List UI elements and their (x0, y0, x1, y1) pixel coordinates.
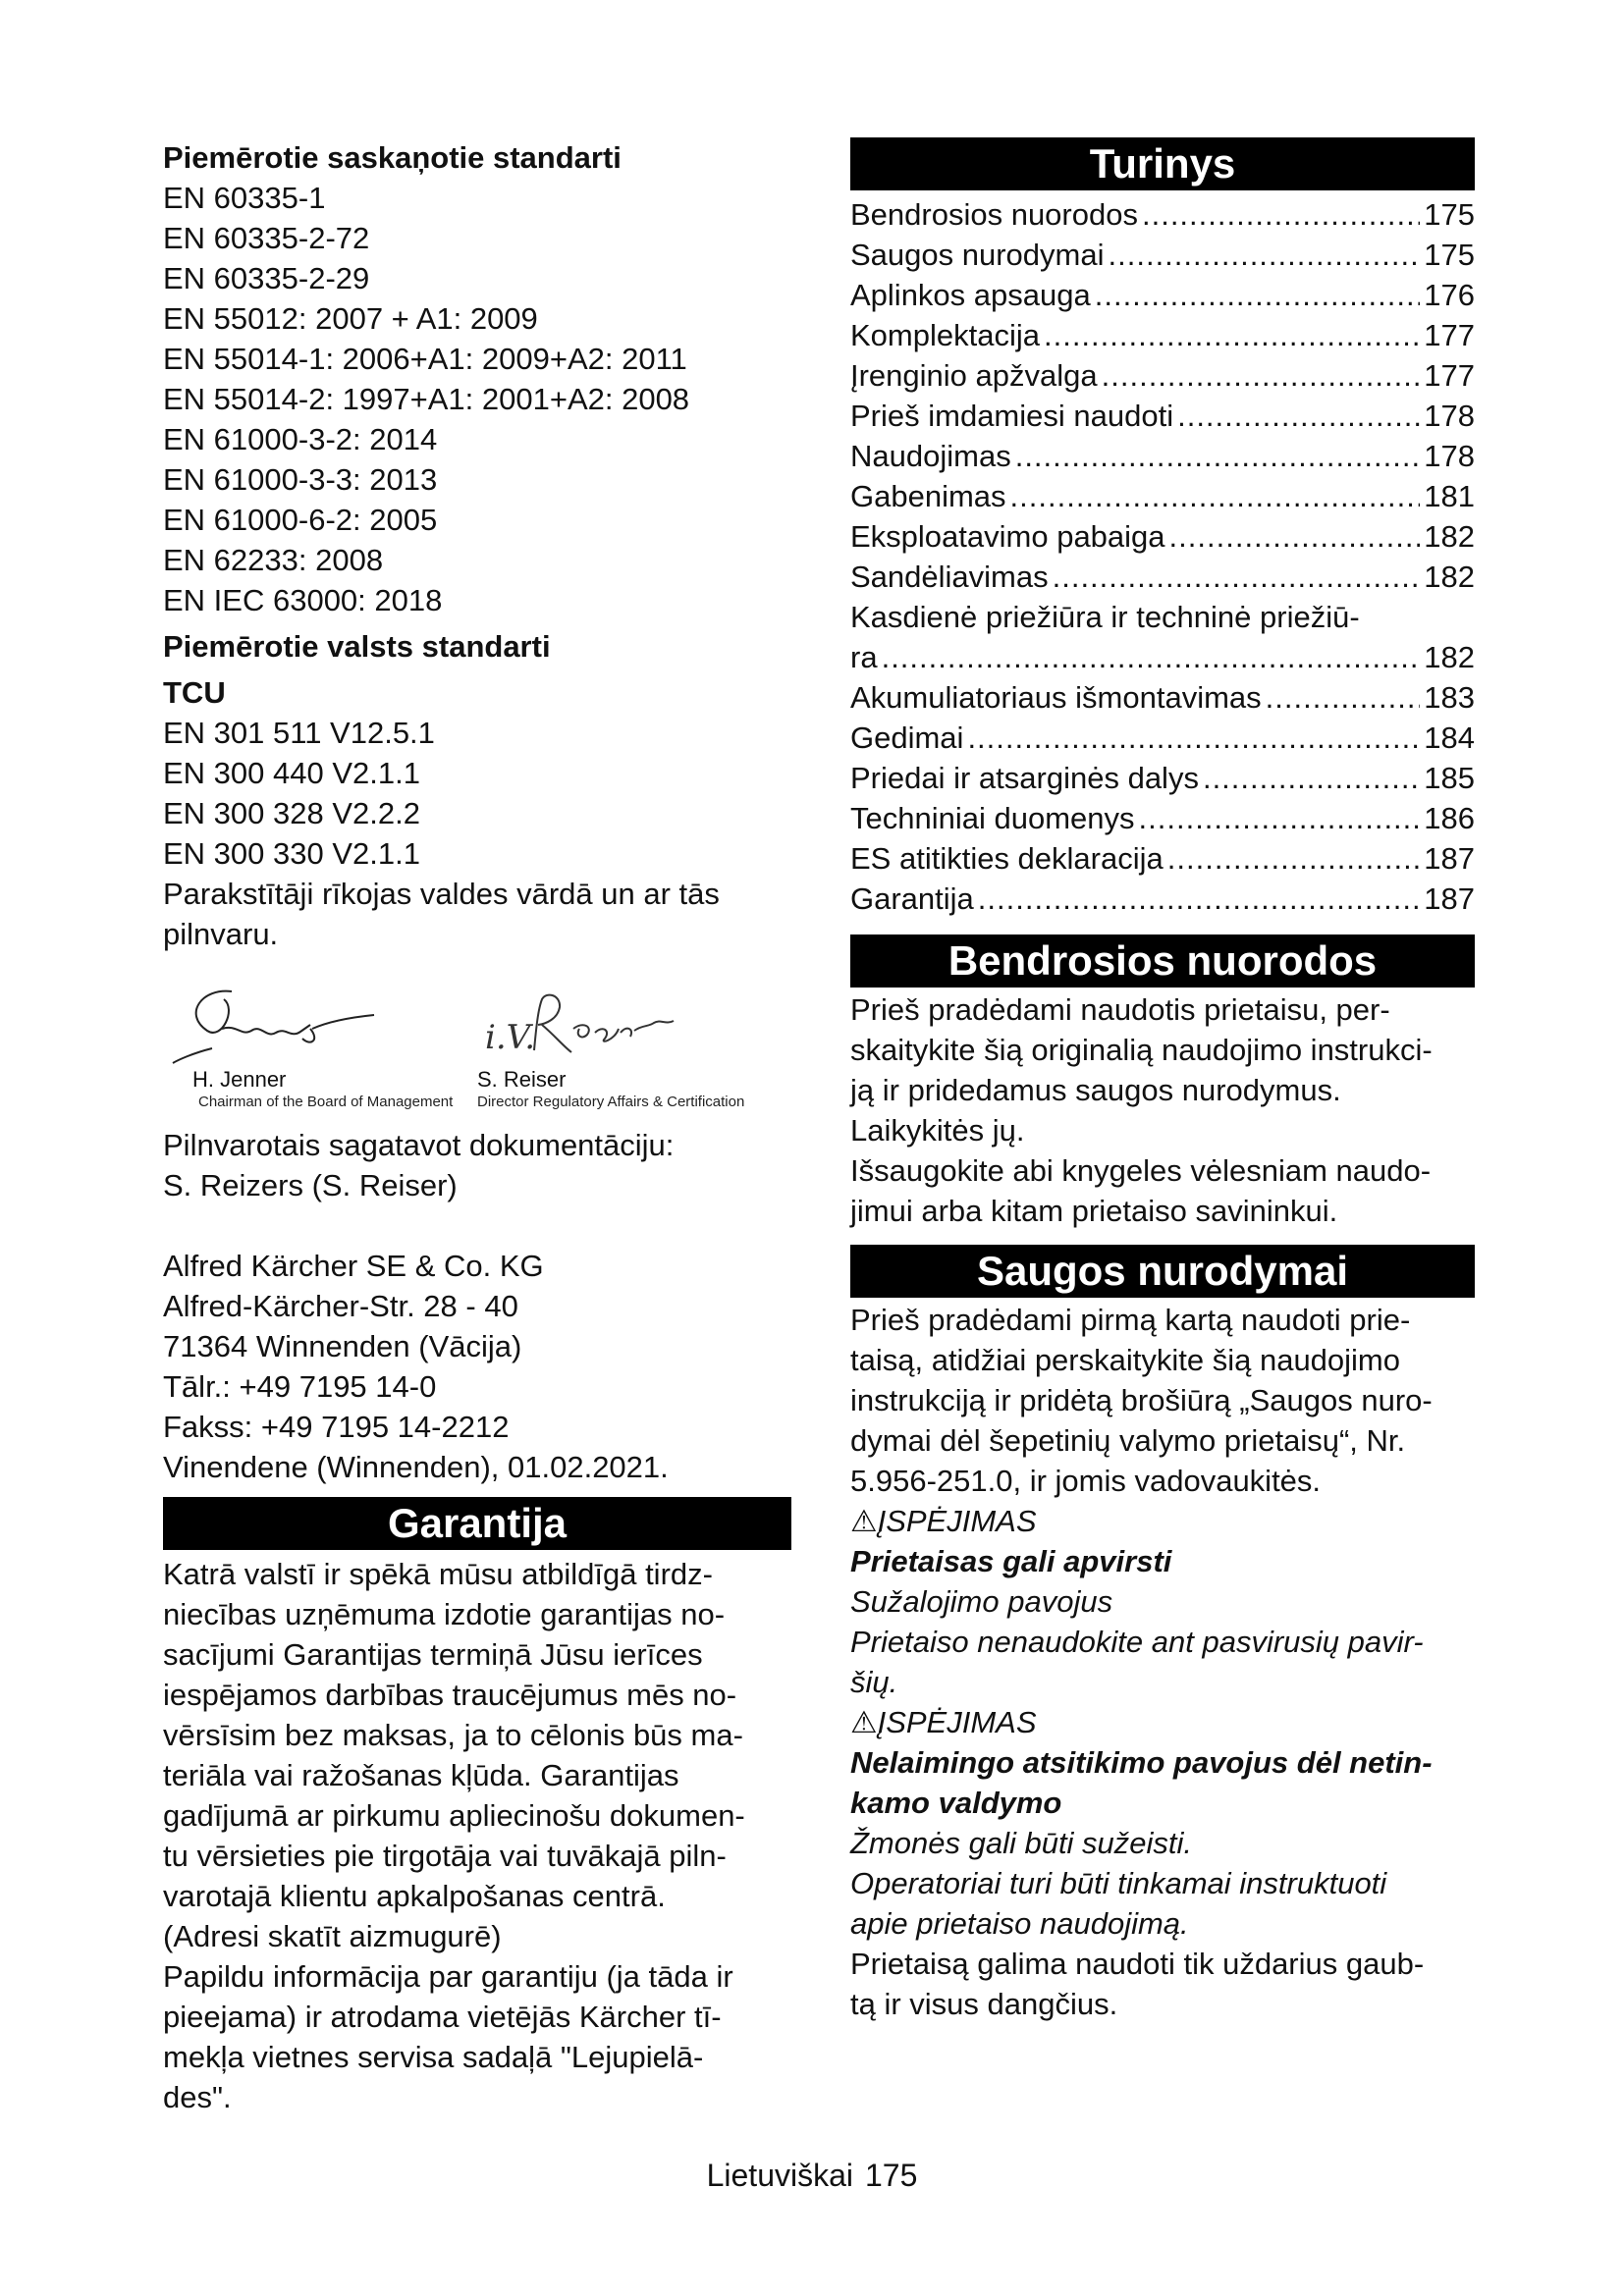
garantija-line: pieejama) ir atrodama vietējās Kärcher tī- (163, 2000, 722, 2034)
bendrosios-line: Prieš pradėdami naudotis prietaisu, per- (850, 992, 1390, 1027)
standard-item: EN 61000-3-2: 2014 (163, 422, 438, 456)
saugos-body (850, 1300, 1475, 1501)
toc-label: Priedai ir atsarginės dalys (850, 761, 1199, 795)
toc-entry[interactable] (850, 275, 1475, 315)
toc-label: Saugos nurodymai (850, 238, 1105, 272)
standard-item: EN 55014-1: 2006+A1: 2009+A2: 2011 (163, 342, 687, 376)
toc-label: Bendrosios nuorodos (850, 197, 1138, 232)
warning-text: Prietaiso nenaudokite ant pasvirusių pavir- (850, 1625, 1424, 1659)
toc-page: 185 (1424, 761, 1475, 795)
saugos-line: Prieš pradėdami pirmą kartą naudoti prie- (850, 1303, 1411, 1337)
garantija-line: varotajā klientu apkalpošanas centrā. (163, 1879, 666, 1913)
toc-label: Naudojimas (850, 439, 1011, 473)
toc-page: 183 (1424, 680, 1475, 715)
address-line: 71364 Winnenden (Vācija) (163, 1329, 522, 1363)
signatories-text-line: pilnvaru. (163, 917, 279, 951)
toc-page: 176 (1424, 278, 1475, 312)
garantija-line: iespējamos darbības traucējumus mēs no- (163, 1678, 737, 1712)
national-standards-list (163, 713, 791, 874)
toc-entry[interactable] (850, 557, 1475, 597)
toc-page: 186 (1424, 801, 1475, 835)
signature-jenner (163, 970, 458, 1117)
garantija-line: gadījumā ar pirkumu apliecinošu dokumen- (163, 1798, 745, 1833)
warning-triangle-icon: ⚠ (850, 1705, 878, 1739)
page-footer (0, 2158, 1624, 2194)
warning-text: Operatoriai turi būti tinkamai instruktuoti (850, 1866, 1387, 1900)
bendrosios-line: Išsaugokite abi knygeles vėlesniam naudo- (850, 1153, 1432, 1188)
standard-item: EN 61000-6-2: 2005 (163, 503, 438, 537)
toc-entry[interactable] (850, 516, 1475, 557)
standard-item: EN 60335-1 (163, 181, 326, 215)
warning-triangle-icon: ⚠ (850, 1504, 878, 1538)
toc-label: Eksploatavimo pabaiga (850, 519, 1165, 554)
closing-text: tą ir visus dangčius. (850, 1987, 1118, 2021)
footer-page-number: 175 (865, 2158, 918, 2193)
table-of-contents (850, 194, 1475, 919)
warning-heading: ⚠ĮSPĖJIMAS (850, 1504, 1037, 1538)
garantija-body (163, 1554, 791, 2117)
right-column (850, 137, 1475, 2024)
signatures (163, 970, 791, 1117)
bendrosios-line: skaitykite šią originalią naudojimo instrukci- (850, 1033, 1433, 1067)
harmonised-standards-list (163, 178, 791, 620)
toc-entry[interactable] (850, 355, 1475, 396)
toc-page: 175 (1424, 238, 1475, 272)
toc-entry[interactable] (850, 718, 1475, 758)
saugos-line: dymai dėl šepetinių valymo prietaisų“, Nr. (850, 1423, 1406, 1458)
toc-label: Garantija (850, 881, 974, 916)
saugos-line: taisą, atidžiai perskaitykite šią naudojimo (850, 1343, 1400, 1377)
toc-entry[interactable] (850, 315, 1475, 355)
standard-item: EN 60335-2-72 (163, 221, 370, 255)
toc-page: 178 (1424, 439, 1475, 473)
warning-text: Žmonės gali būti sužeisti. (850, 1826, 1193, 1860)
garantija-line: vērsīsim bez maksas, ja to cēlonis būs ma- (163, 1718, 743, 1752)
signatories-text-line: Parakstītāji rīkojas valdes vārdā un ar tās (163, 877, 720, 911)
toc-label: Akumuliatoriaus išmontavimas (850, 680, 1262, 715)
company-address (163, 1246, 791, 1487)
standard-item: EN 62233: 2008 (163, 543, 384, 577)
saugos-section-title: Saugos nurodymai (850, 1245, 1475, 1298)
toc-label: Gedimai (850, 721, 964, 755)
toc-page: 187 (1424, 881, 1475, 916)
toc-page: 184 (1424, 721, 1475, 755)
garantija-line: Katrā valstī ir spēkā mūsu atbildīgā tirdz- (163, 1557, 713, 1591)
signature-prefix: i.V. (485, 1018, 536, 1057)
signature-name-reiser: S. Reiser (477, 1067, 567, 1092)
garantija-line: mekļa vietnes servisa sadaļā "Lejupielā- (163, 2040, 704, 2074)
warning-title: kamo valdymo (850, 1786, 1062, 1820)
bendrosios-body (850, 989, 1475, 1231)
warning-text: apie prietaiso naudojimą. (850, 1906, 1189, 1941)
toc-page: 187 (1424, 841, 1475, 876)
standard-item: EN IEC 63000: 2018 (163, 583, 443, 617)
toc-page: 177 (1424, 358, 1475, 393)
toc-label: Gabenimas (850, 479, 1006, 513)
standard-item: EN 55012: 2007 + A1: 2009 (163, 301, 538, 336)
tcu-label: TCU (163, 675, 226, 710)
toc-label: Sandėliavimas (850, 560, 1049, 594)
toc-label: Techniniai duomenys (850, 801, 1135, 835)
standard-item: EN 60335-2-29 (163, 261, 370, 295)
toc-label: ra (850, 640, 878, 674)
toc-entry[interactable] (850, 838, 1475, 879)
garantija-line: tu vērsieties pie tirgotāja vai tuvākajā piln- (163, 1839, 727, 1873)
bendrosios-line: ją ir pridedamus saugos nurodymus. (850, 1073, 1341, 1107)
signature-name-jenner: H. Jenner (192, 1067, 287, 1092)
signature-role-jenner: Chairman of the Board of Management (198, 1094, 454, 1110)
warning-text: Sužalojimo pavojus (850, 1584, 1113, 1619)
standard-item: EN 300 440 V2.1.1 (163, 756, 420, 790)
standard-item: EN 300 330 V2.1.1 (163, 836, 420, 871)
toc-label: Komplektacija (850, 318, 1040, 352)
authorized-text-line: S. Reizers (S. Reiser) (163, 1168, 458, 1202)
bendrosios-line: jimui arba kitam prietaiso savininkui. (850, 1194, 1338, 1228)
garantija-line: niecības uzņēmuma izdotie garantijas no- (163, 1597, 726, 1631)
toc-entry[interactable] (850, 677, 1475, 718)
address-line: Fakss: +49 7195 14-2212 (163, 1410, 510, 1444)
authorized-text-line: Pilnvarotais sagatavot dokumentāciju: (163, 1128, 675, 1162)
toc-page: 182 (1424, 560, 1475, 594)
national-standards-heading: Piemērotie valsts standarti (163, 629, 551, 664)
turinys-section-title: Turinys (850, 137, 1475, 190)
garantija-line: teriāla vai ražošanas kļūda. Garantijas (163, 1758, 679, 1792)
left-column (163, 137, 791, 2117)
harmonised-standards-heading: Piemērotie saskaņotie standarti (163, 140, 622, 175)
signature-reiser-scribble (477, 970, 693, 1068)
toc-entry[interactable] (850, 798, 1475, 838)
warning-title: Nelaimingo atsitikimo pavojus dėl netin- (850, 1745, 1433, 1780)
signature-jenner-scribble (163, 970, 399, 1068)
toc-label: Aplinkos apsauga (850, 278, 1091, 312)
signature-reiser (477, 970, 772, 1117)
address-line: Vinendene (Winnenden), 01.02.2021. (163, 1450, 669, 1484)
toc-label: Kasdienė priežiūra ir techninė priežiū- (850, 600, 1360, 634)
bendrosios-line: Laikykitės jų. (850, 1113, 1025, 1148)
toc-entry[interactable] (850, 396, 1475, 436)
signature-role-reiser: Director Regulatory Affairs & Certification (477, 1094, 745, 1110)
toc-entry[interactable] (850, 436, 1475, 476)
saugos-line: 5.956-251.0, ir jomis vadovaukitės. (850, 1464, 1322, 1498)
toc-page: 182 (1424, 519, 1475, 554)
closing-text: Prietaisą galima naudoti tik uždarius gaub- (850, 1947, 1425, 1981)
toc-page: 181 (1424, 479, 1475, 513)
toc-entry[interactable] (850, 476, 1475, 516)
toc-label: Prieš imdamiesi naudoti (850, 399, 1174, 433)
warning-text: šių. (850, 1665, 898, 1699)
toc-entry[interactable] (850, 879, 1475, 919)
garantija-line: sacījumi Garantijas termiņā Jūsu ierīces (163, 1637, 703, 1672)
address-line: Alfred-Kärcher-Str. 28 - 40 (163, 1289, 518, 1323)
toc-label: Įrenginio apžvalga (850, 358, 1098, 393)
bendrosios-section-title: Bendrosios nuorodos (850, 934, 1475, 988)
toc-page: 178 (1424, 399, 1475, 433)
toc-entry-wrapped[interactable] (850, 597, 1475, 677)
toc-page: 177 (1424, 318, 1475, 352)
toc-label: ES atitikties deklaracija (850, 841, 1164, 876)
footer-language: Lietuviškai (706, 2158, 853, 2193)
garantija-line: Papildu informācija par garantiju (ja tāda ir (163, 1959, 733, 1994)
saugos-line: instrukciją ir pridėtą brošiūrą „Saugos nuro- (850, 1383, 1433, 1417)
standard-item: EN 301 511 V12.5.1 (163, 716, 435, 750)
standard-item: EN 61000-3-3: 2013 (163, 462, 438, 497)
warning-title: Prietaisas gali apvirsti (850, 1544, 1172, 1578)
standard-item: EN 300 328 V2.2.2 (163, 796, 420, 830)
garantija-line: (Adresi skatīt aizmugurē) (163, 1919, 502, 1953)
toc-entry[interactable] (850, 235, 1475, 275)
address-line: Tālr.: +49 7195 14-0 (163, 1369, 437, 1404)
toc-entry[interactable] (850, 194, 1475, 235)
toc-page: 175 (1424, 197, 1475, 232)
toc-page: 182 (1424, 640, 1475, 674)
garantija-section-title: Garantija (163, 1497, 791, 1550)
warning-heading: ⚠ĮSPĖJIMAS (850, 1705, 1037, 1739)
garantija-line: des". (163, 2080, 232, 2114)
toc-entry[interactable] (850, 758, 1475, 798)
standard-item: EN 55014-2: 1997+A1: 2001+A2: 2008 (163, 382, 690, 416)
address-line: Alfred Kärcher SE & Co. KG (163, 1249, 544, 1283)
